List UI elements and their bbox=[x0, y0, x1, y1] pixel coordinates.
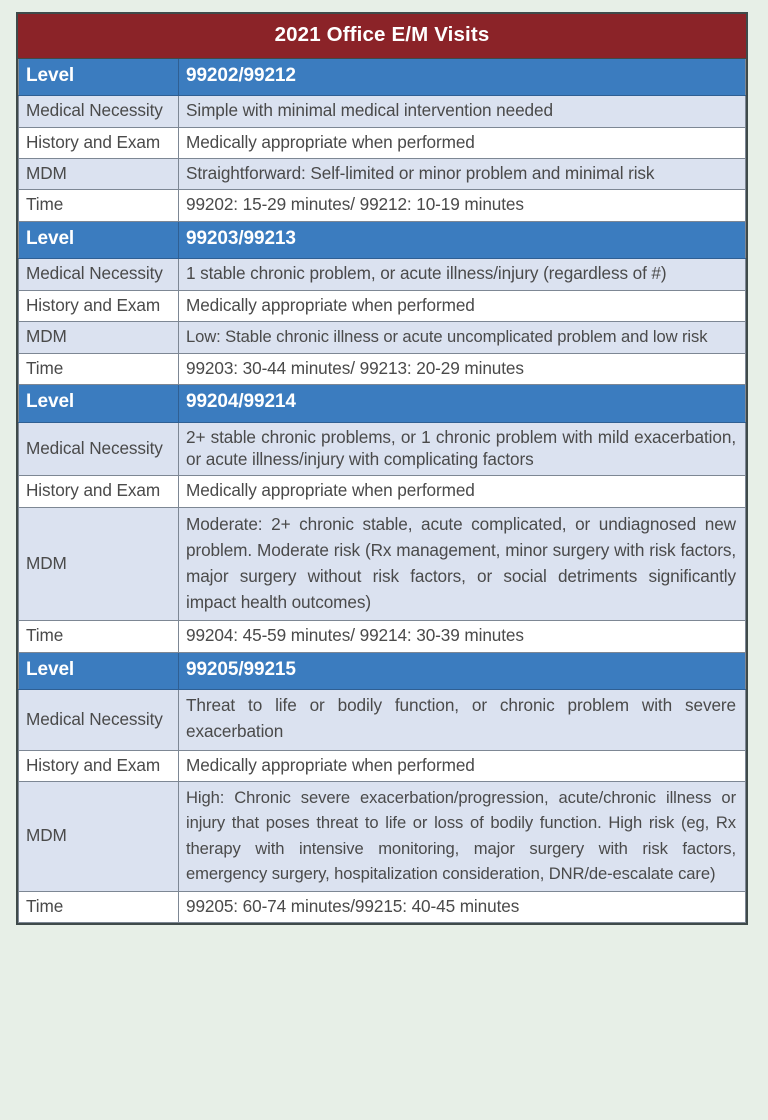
table-row bbox=[19, 322, 746, 353]
mdm-value-3: Moderate: 2+ chronic stable, acute complicated, or undiagnosed new problem. Moderate risk (Rx management, minor surgery with risk factors, major surgery without risk factors, or social detriments significantly impact health outcomes) bbox=[179, 507, 746, 621]
time-value-3: 99204: 45-59 minutes/ 99214: 30-39 minutes bbox=[179, 621, 746, 652]
table-row bbox=[19, 353, 746, 384]
history-and-exam-value-4: Medically appropriate when performed bbox=[179, 750, 746, 781]
table-row bbox=[19, 476, 746, 507]
history-and-exam-value-3: Medically appropriate when performed bbox=[179, 476, 746, 507]
row-label-time: Time bbox=[19, 190, 179, 221]
table-row bbox=[19, 422, 746, 476]
row-label-history-and-exam: History and Exam bbox=[19, 290, 179, 321]
row-label-level: Level bbox=[19, 58, 179, 96]
medical-necessity-value-4: Threat to life or bodily function, or chronic problem with severe exacerbation bbox=[179, 690, 746, 751]
row-label-level: Level bbox=[19, 221, 179, 259]
table-row bbox=[19, 782, 746, 892]
em-visits-table bbox=[18, 14, 746, 923]
table-row bbox=[19, 750, 746, 781]
em-visits-table-container bbox=[16, 12, 748, 925]
mdm-value-2: Low: Stable chronic illness or acute uncomplicated problem and low risk bbox=[179, 322, 746, 353]
table-row bbox=[19, 159, 746, 190]
time-value-4: 99205: 60-74 minutes/99215: 40-45 minutes bbox=[179, 892, 746, 923]
row-label-medical-necessity: Medical Necessity bbox=[19, 690, 179, 751]
row-label-history-and-exam: History and Exam bbox=[19, 750, 179, 781]
row-label-history-and-exam: History and Exam bbox=[19, 476, 179, 507]
row-label-history-and-exam: History and Exam bbox=[19, 127, 179, 158]
table-row bbox=[19, 621, 746, 652]
mdm-value-4: High: Chronic severe exacerbation/progression, acute/chronic illness or injury that poses threat to life or loss of bodily function. High risk (eg, Rx therapy with intensive monitoring, major surgery with risk factors, emergency surgery, hospitalization consideration, DNR/de-escalate care) bbox=[179, 782, 746, 892]
row-label-time: Time bbox=[19, 621, 179, 652]
medical-necessity-value-2: 1 stable chronic problem, or acute illness/injury (regardless of #) bbox=[179, 259, 746, 290]
row-label-time: Time bbox=[19, 353, 179, 384]
table-row bbox=[19, 190, 746, 221]
table-row bbox=[19, 507, 746, 621]
history-and-exam-value-1: Medically appropriate when performed bbox=[179, 127, 746, 158]
row-label-level: Level bbox=[19, 652, 179, 690]
row-label-level: Level bbox=[19, 384, 179, 422]
level-header-row-1 bbox=[19, 58, 746, 96]
time-value-2: 99203: 30-44 minutes/ 99213: 20-29 minutes bbox=[179, 353, 746, 384]
mdm-value-1: Straightforward: Self-limited or minor problem and minimal risk bbox=[179, 159, 746, 190]
table-row bbox=[19, 892, 746, 923]
history-and-exam-value-2: Medically appropriate when performed bbox=[179, 290, 746, 321]
page-title: 2021 Office E/M Visits bbox=[19, 15, 746, 59]
level-codes-3: 99204/99214 bbox=[179, 384, 746, 422]
medical-necessity-value-3: 2+ stable chronic problems, or 1 chronic problem with mild exacerbation, or acute illness/injury with complicating factors bbox=[179, 422, 746, 476]
table-row bbox=[19, 127, 746, 158]
table-row bbox=[19, 690, 746, 751]
level-codes-4: 99205/99215 bbox=[179, 652, 746, 690]
table-row bbox=[19, 290, 746, 321]
row-label-mdm: MDM bbox=[19, 322, 179, 353]
level-header-row-3 bbox=[19, 384, 746, 422]
row-label-medical-necessity: Medical Necessity bbox=[19, 96, 179, 127]
table-row bbox=[19, 96, 746, 127]
row-label-time: Time bbox=[19, 892, 179, 923]
time-value-1: 99202: 15-29 minutes/ 99212: 10-19 minutes bbox=[179, 190, 746, 221]
level-codes-1: 99202/99212 bbox=[179, 58, 746, 96]
level-header-row-4 bbox=[19, 652, 746, 690]
row-label-medical-necessity: Medical Necessity bbox=[19, 422, 179, 476]
row-label-medical-necessity: Medical Necessity bbox=[19, 259, 179, 290]
row-label-mdm: MDM bbox=[19, 782, 179, 892]
medical-necessity-value-1: Simple with minimal medical intervention needed bbox=[179, 96, 746, 127]
table-title-row bbox=[19, 15, 746, 59]
level-header-row-2 bbox=[19, 221, 746, 259]
level-codes-2: 99203/99213 bbox=[179, 221, 746, 259]
row-label-mdm: MDM bbox=[19, 507, 179, 621]
row-label-mdm: MDM bbox=[19, 159, 179, 190]
table-row bbox=[19, 259, 746, 290]
